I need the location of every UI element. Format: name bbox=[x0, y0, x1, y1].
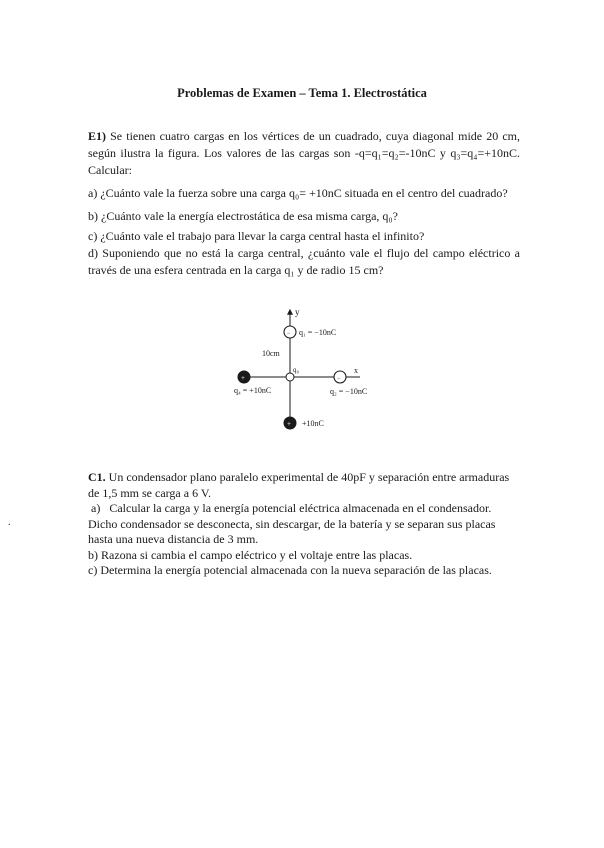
charge-q1-sign: − bbox=[287, 331, 291, 337]
distance-label: 10cm bbox=[262, 349, 280, 358]
charge-q2-label: q₂ = −10nC bbox=[330, 387, 368, 396]
stray-mark: . bbox=[8, 517, 11, 528]
c1-problem bbox=[88, 470, 520, 579]
question-d: d) Suponiendo que no está la carga central, ¿cuánto vale el flujo del campo eléctrico a través de una esfera centrada en la carga q₁ y de radio 15 cm? bbox=[88, 246, 520, 277]
e1-intro-text: Se tienen cuatro cargas en los vértices de un cuadrado, cuya diagonal mide 20 cm, según ilustra la figura. Los valores de las cargas son -q=q₁=q₂=-10nC y q₃=q₄=+10nC. Calcular: bbox=[88, 129, 521, 177]
charge-q1-label: q₁ = −10nC bbox=[299, 328, 337, 337]
e1-label: E1) bbox=[88, 129, 106, 143]
charge-q0 bbox=[286, 373, 294, 381]
c1-line: Dicho condensador se desconecta, sin descargar, de la batería y se separan sus placas bbox=[88, 516, 496, 531]
charge-q2-sign: − bbox=[337, 376, 341, 382]
c1-line: c) Determina la energía potencial almacenada con la nueva separación de las placas. bbox=[88, 563, 492, 577]
c1-line: C1. Un condensador plano paralelo experimental de 40pF y separación entre armaduras bbox=[88, 470, 510, 484]
question-c: c) ¿Cuánto vale el trabajo para llevar la carga central hasta el infinito? bbox=[88, 229, 425, 243]
x-axis-label: x bbox=[354, 366, 358, 375]
charge-q0-label: q₀ bbox=[293, 366, 299, 374]
charge-q3-sign: + bbox=[287, 420, 291, 428]
c1-line: de 1,5 mm se carga a 6 V. bbox=[88, 485, 211, 500]
page-title: Problemas de Examen – Tema 1. Electrostática bbox=[177, 86, 427, 100]
charges-diagram bbox=[220, 300, 370, 440]
charge-q3-label: +10nC bbox=[302, 419, 324, 428]
question-b: b) ¿Cuánto vale la energía electrostática de esa misma carga, q₀? bbox=[88, 209, 398, 223]
c1-line: b) Razona si cambia el campo eléctrico y el voltaje entre las placas. bbox=[88, 547, 413, 562]
question-a: a) ¿Cuánto vale la fuerza sobre una carga q₀= +10nC situada en el centro del cuadrado? bbox=[88, 186, 508, 200]
c1-line: a) Calcular la carga y la energía potencial eléctrica almacenada en el condensador. bbox=[88, 501, 492, 515]
charge-q4-sign: + bbox=[241, 374, 245, 382]
y-axis-label: y bbox=[295, 307, 300, 317]
e1-intro bbox=[88, 128, 520, 179]
c1-line: hasta una nueva distancia de 3 mm. bbox=[88, 532, 259, 546]
charge-q4-label: q₄ = +10nC bbox=[234, 386, 272, 395]
c1-label: C1. bbox=[88, 470, 106, 484]
